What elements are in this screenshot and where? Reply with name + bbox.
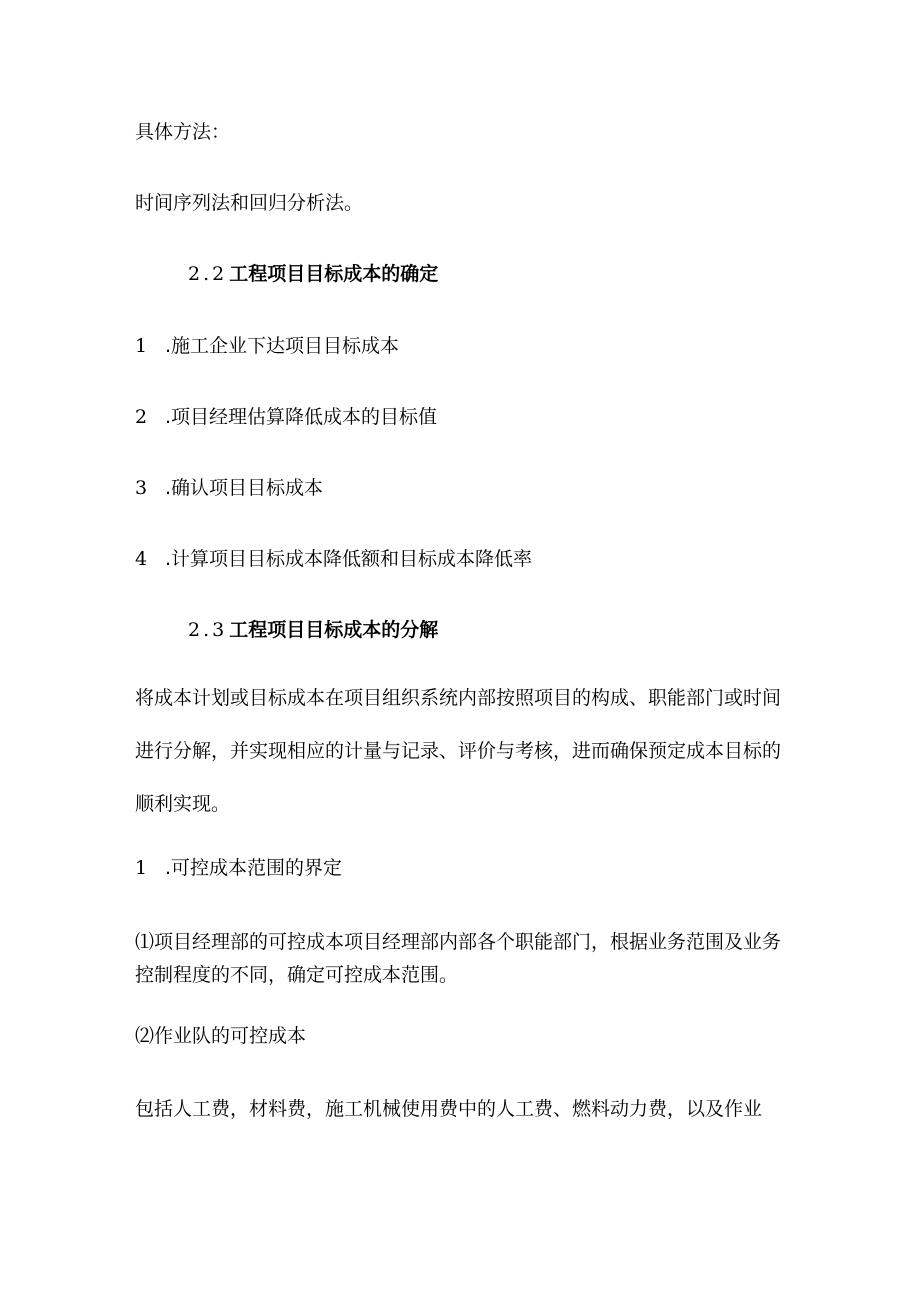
- list-item: [135, 856, 342, 880]
- section-number: 2.3: [188, 619, 228, 641]
- list-item-text: .施工企业下达项目目标成本: [165, 335, 400, 357]
- section-number: 2.2: [188, 263, 228, 285]
- section-title: 工程项目目标成本的分解: [229, 619, 439, 641]
- section-title: 工程项目目标成本的确定: [229, 263, 439, 285]
- list-item: [135, 476, 323, 500]
- section-heading-2-2: [188, 262, 438, 286]
- list-item-number: 2: [135, 406, 148, 428]
- section-heading-2-3: [188, 618, 438, 642]
- sub-item-1: ⑴项目经理部的可控成本项目经理部内部各个职能部门，根据业务范围及业务控制程度的不同，确定可控成本范围。: [135, 931, 782, 986]
- list-item-text: .项目经理估算降低成本的目标值: [165, 406, 438, 428]
- list-item-number: 3: [135, 477, 148, 499]
- list-item: [135, 405, 437, 429]
- body-paragraph: 将成本计划或目标成本在项目组织系统内部按照项目的构成、职能部门或时间进行分解，并实现相应的计量与记录、评价与考核，进而确保预定成本目标的顺利实现。: [135, 687, 782, 815]
- list-item-number: 1: [135, 857, 148, 879]
- list-item-number: 1: [135, 335, 148, 357]
- list-item-text: .计算项目目标成本降低额和目标成本降低率: [165, 548, 533, 570]
- method-text: 时间序列法和回归分析法。: [135, 192, 364, 214]
- method-label: 具体方法：: [135, 121, 231, 143]
- list-item-text: .可控成本范围的界定: [165, 857, 343, 879]
- list-item-text: .确认项目目标成本: [165, 477, 324, 499]
- body-paragraph-last: 包括人工费，材料费，施工机械使用费中的人工费、燃料动力费，以及作业: [135, 1098, 763, 1120]
- sub-item-2: ⑵作业队的可控成本: [135, 1025, 307, 1047]
- list-item: [135, 334, 399, 358]
- list-item-number: 4: [135, 548, 148, 570]
- list-item: [135, 547, 532, 571]
